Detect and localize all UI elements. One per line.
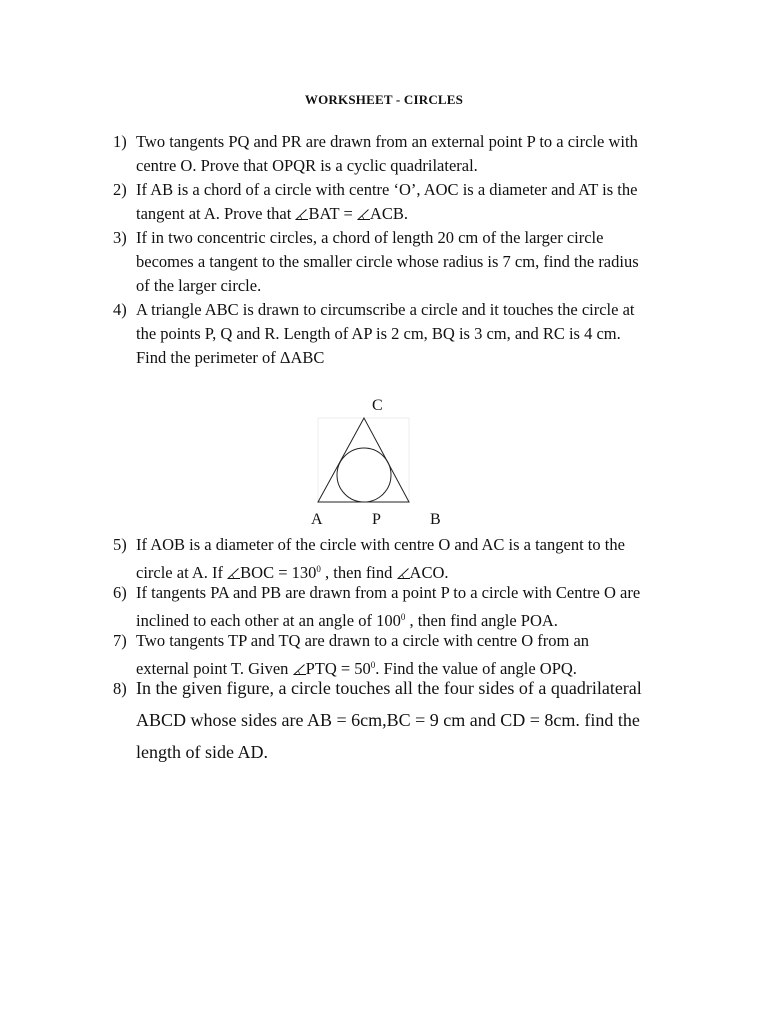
- question-text-line: becomes a tangent to the smaller circle whose radius is 7 cm, find the radius: [136, 252, 639, 271]
- question-text-line: Two tangents TP and TQ are drawn to a circle with centre O from an: [136, 631, 590, 650]
- angle-icon: [293, 663, 306, 674]
- vertex-label-c: C: [372, 397, 383, 414]
- question-text-line: inclined to each other at an angle of $100^0$ , then find angle POA.: [136, 611, 558, 630]
- vertex-label-a: A: [311, 511, 323, 528]
- question-number: 3): [113, 228, 127, 247]
- worksheet-title: WORKSHEET - CIRCLES: [304, 92, 464, 107]
- question-text-line: Find the perimeter of ΔABC: [136, 348, 325, 367]
- question-text-line: A triangle ABC is drawn to circumscribe a circle and it touches the circle at: [136, 300, 635, 319]
- question-number: 5): [113, 535, 127, 554]
- question-number: 1): [113, 132, 127, 151]
- question-number: 6): [113, 583, 127, 602]
- angle-icon: [227, 567, 240, 578]
- question-text-line: circle at A. If BOC = $130^0$ , then find ACO.: [136, 563, 449, 582]
- question-text-line: the points P, Q and R. Length of AP is 2 cm, BQ is 3 cm, and RC is 4 cm.: [136, 324, 621, 343]
- angle-icon: [397, 567, 410, 578]
- question-number: 2): [113, 180, 127, 199]
- question-text-line: tangent at A. Prove that BAT = ACB.: [136, 204, 408, 223]
- question-text-line: In the given figure, a circle touches all the four sides of a quadrilateral: [136, 678, 642, 698]
- point-label-p: P: [372, 511, 381, 528]
- question-text-line: centre O. Prove that OPQR is a cyclic quadrilateral.: [136, 156, 478, 175]
- question-number: 4): [113, 300, 127, 319]
- angle-icon: [357, 208, 370, 219]
- vertex-label-b: B: [430, 511, 441, 528]
- question-text-line: Two tangents PQ and PR are drawn from an external point P to a circle with: [136, 132, 638, 151]
- question-number: 7): [113, 631, 127, 650]
- angle-icon: [295, 208, 308, 219]
- question-text-line: If in two concentric circles, a chord of length 20 cm of the larger circle: [136, 228, 604, 247]
- figure-frame: [318, 418, 409, 502]
- incircle: [337, 448, 391, 502]
- question-text-line: of the larger circle.: [136, 276, 262, 295]
- question-text-line: If AOB is a diameter of the circle with centre O and AC is a tangent to the: [136, 535, 625, 554]
- question-text-line: external point T. Given PTQ = $50^0$. Find the value of angle OPQ.: [136, 659, 577, 678]
- question-text-line: If tangents PA and PB are drawn from a point P to a circle with Centre O are: [136, 583, 641, 602]
- question-number: 8): [113, 679, 127, 698]
- question-text-line: If AB is a chord of a circle with centre ‘O’, AOC is a diameter and AT is the: [136, 180, 638, 199]
- question-text-line: length of side AD.: [136, 742, 268, 762]
- question-text-line: ABCD whose sides are AB = 6cm,BC = 9 cm and CD = 8cm. find the: [136, 710, 640, 730]
- triangle-abc: [318, 418, 409, 502]
